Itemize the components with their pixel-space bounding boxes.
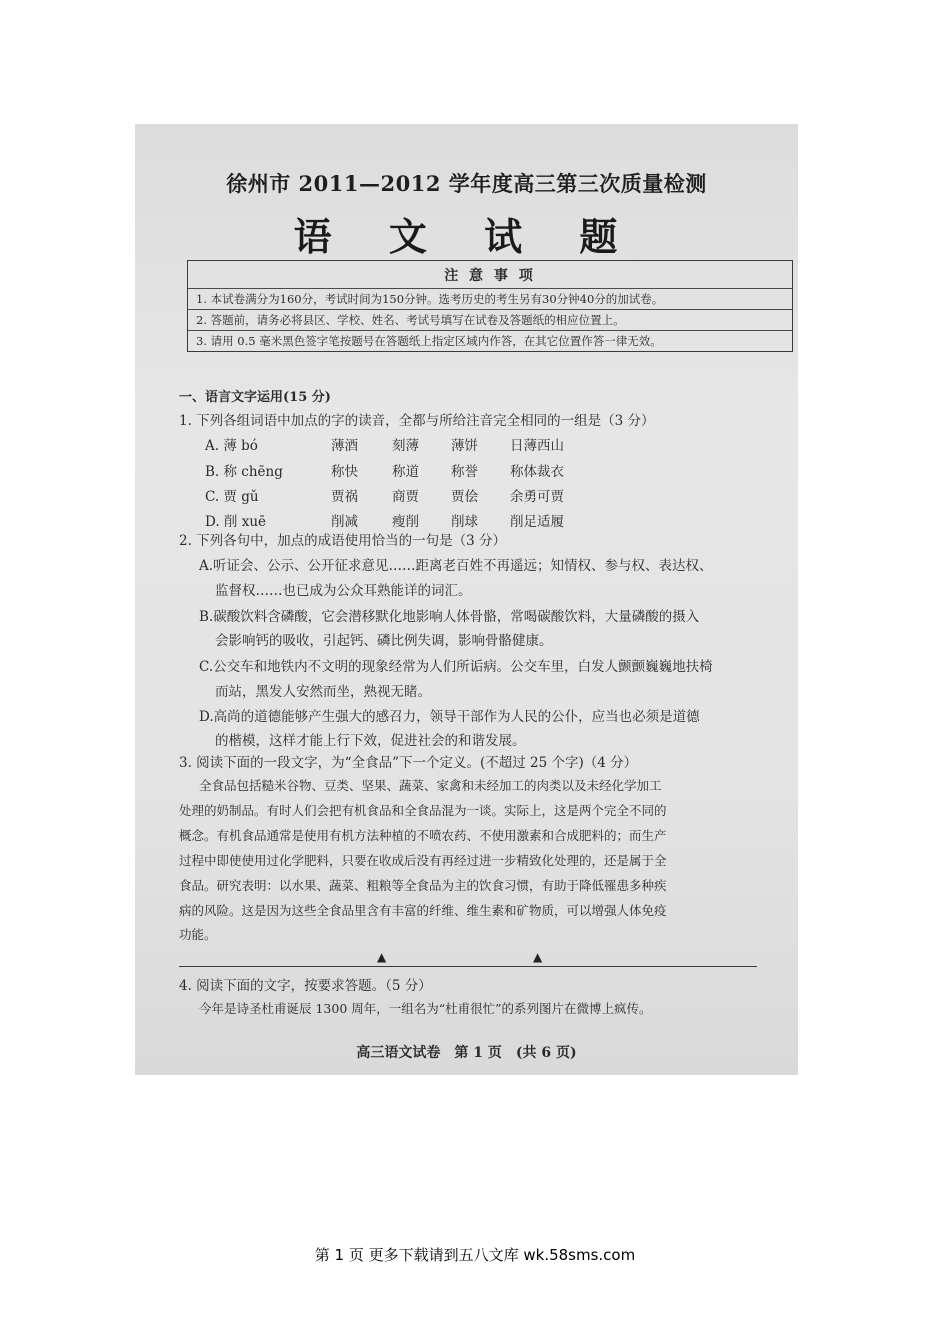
q2-option-b: B.碳酸饮料含磷酸，它会潜移默化地影响人体骨骼，常喝碳酸饮料，大量磷酸的摄入 [199, 609, 700, 625]
q2-option-d-cont: 的楷模，这样才能上行下效，促进社会的和谐发展。 [215, 733, 526, 749]
notice-box [187, 260, 793, 352]
q1-word: 称快 [331, 464, 358, 480]
site-footer: 第 1 页 更多下载请到五八文库 wk.58sms.com [314, 1246, 636, 1264]
q1-word: 称誉 [451, 464, 478, 480]
q1-word: 瘦削 [392, 514, 419, 530]
q3-passage-line: 处理的奶制品。有时人们会把有机食品和全食品混为一谈。实际上，这是两个完全不同的 [179, 803, 667, 818]
notice-item: 1. 本试卷满分为160分，考试时间为150分钟。选考历史的考生另有30分钟40分的加试卷。 [188, 288, 792, 310]
q1-word: 贾祸 [331, 489, 358, 505]
q2-option-a: A.听证会、公示、公开征求意见……距离老百姓不再遥远；知情权、参与权、表达权、 [199, 558, 713, 574]
q3-passage-line: 病的风险。这是因为这些全食品里含有丰富的纤维、维生素和矿物质，可以增强人体免疫 [179, 903, 667, 918]
subject-title: 语 文 试 题 [293, 214, 640, 259]
q1-option-label: C. 贾 gǔ [205, 489, 259, 505]
answer-mark-icon: ▲ [377, 950, 387, 964]
q1-word: 薄饼 [451, 438, 478, 454]
notice-item: 3. 请用 0.5 毫米黑色签字笔按题号在答题纸上指定区域内作答，在其它位置作答一律无效。 [188, 330, 792, 352]
q2-option-b-cont: 会影响钙的吸收，引起钙、磷比例失调，影响骨骼健康。 [215, 633, 553, 649]
q2-option-d: D.高尚的道德能够产生强大的感召力，领导干部作为人民的公仆，应当也必须是道德 [199, 709, 700, 725]
q1-word: 薄酒 [331, 438, 358, 454]
answer-divider [179, 966, 757, 967]
q1-word: 称体裁衣 [510, 464, 564, 480]
q1-word: 称道 [392, 464, 419, 480]
q2-option-a-cont: 监督权……也已成为公众耳熟能详的词汇。 [215, 583, 472, 599]
q1-word: 日薄西山 [510, 438, 564, 454]
q2-option-c: C.公交车和地铁内不文明的现象经常为人们所诟病。公交车里，白发人颤颤巍巍地扶椅 [199, 659, 713, 675]
q3-passage-line: 功能。 [179, 927, 217, 942]
q1-word: 商贾 [392, 489, 419, 505]
q3-stem: 3. 阅读下面的一段文字，为“全食品”下一个定义。(不超过 25 个字)（4 分） [179, 755, 638, 771]
q1-word: 削减 [331, 514, 358, 530]
q1-stem: 1. 下列各组词语中加点的字的读音，全都与所给注音完全相同的一组是（3 分） [179, 413, 655, 429]
q1-option-label: D. 削 xuē [205, 514, 267, 530]
q1-word: 削足适履 [510, 514, 564, 530]
q3-passage-line: 全食品包括糙米谷物、豆类、坚果、蔬菜、家禽和未经加工的肉类以及未经化学加工 [199, 778, 662, 793]
exam-page-footer: 高三语文试卷 第 1 页 (共 6 页) [356, 1045, 577, 1061]
q1-option-label: B. 称 chēng [205, 464, 283, 480]
q3-passage-line: 过程中即使使用过化学肥料，只要在收成后没有再经过进一步精致化处理的，还是属于全 [179, 853, 667, 868]
notice-title: 注 意 事 项 [444, 268, 536, 284]
scanned-exam-page [135, 124, 798, 1075]
notice-item: 2. 答题前，请务必将县区、学校、姓名、考试号填写在试卷及答题纸的相应位置上。 [188, 309, 792, 331]
q3-passage-line: 食品。研究表明：以水果、蔬菜、粗粮等全食品为主的饮食习惯，有助于降低罹患多种疾 [179, 878, 667, 893]
section-heading: 一、语言文字运用(15 分) [179, 390, 331, 405]
q4-stem: 4. 阅读下面的文字，按要求答题。（5 分） [179, 978, 432, 994]
q3-passage-line: 概念。有机食品通常是使用有机方法种植的不喷农药、不使用激素和合成肥料的；而生产 [179, 828, 667, 843]
q1-option-label: A. 薄 bó [205, 438, 258, 454]
q2-stem: 2. 下列各句中，加点的成语使用恰当的一句是（3 分） [179, 533, 507, 549]
q2-option-c-cont: 而站，黑发人安然而坐，熟视无睹。 [215, 684, 431, 700]
q1-word: 削球 [451, 514, 478, 530]
q1-word: 刻薄 [392, 438, 419, 454]
exam-title: 徐州市 2011—2012 学年度高三第三次质量检测 [226, 171, 707, 196]
q1-word: 余勇可贾 [510, 489, 564, 505]
q1-word: 贾侩 [451, 489, 478, 505]
q4-passage-line: 今年是诗圣杜甫诞辰 1300 周年，一组名为“杜甫很忙”的系列图片在微博上疯传。 [199, 1001, 652, 1016]
answer-mark-icon: ▲ [533, 950, 543, 964]
